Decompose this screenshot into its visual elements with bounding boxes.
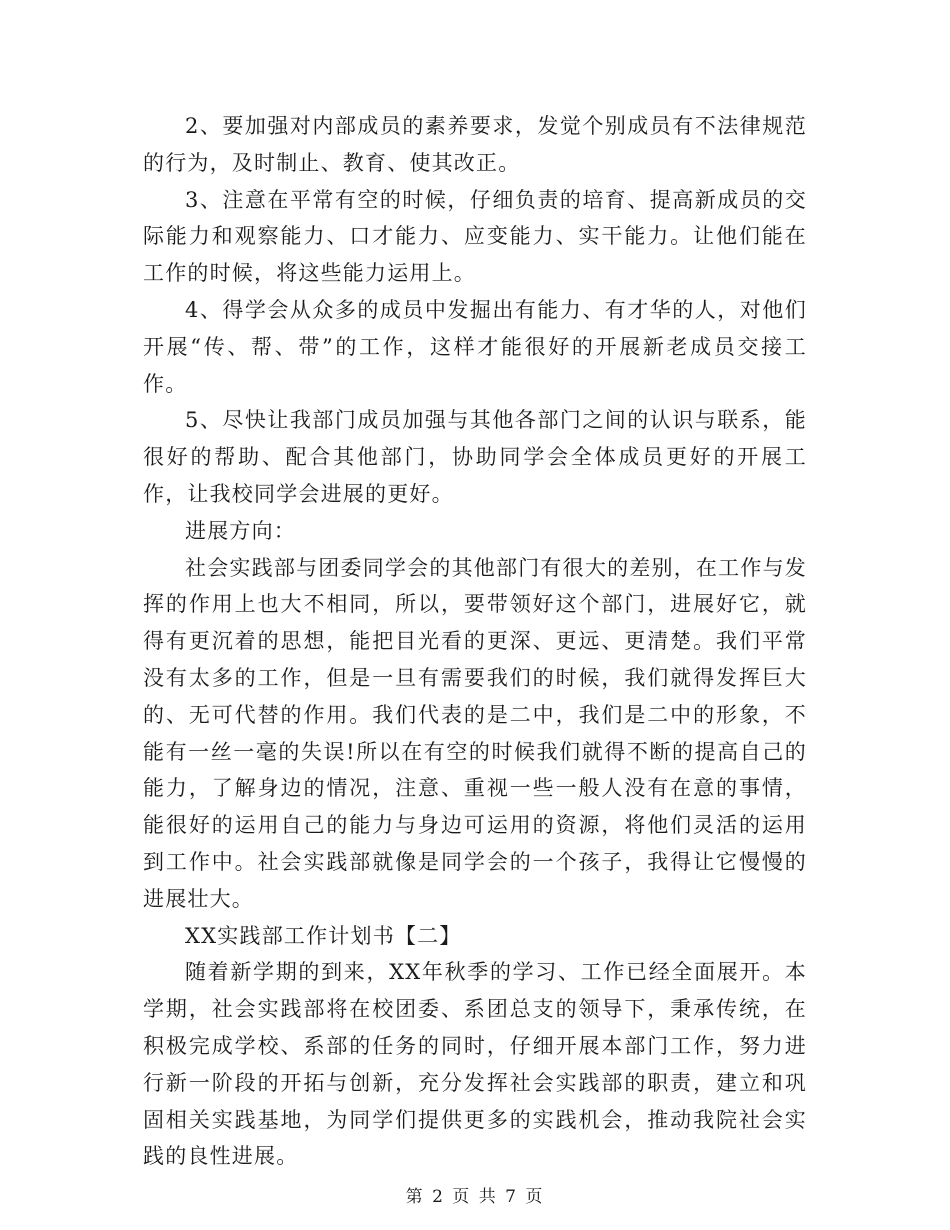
page-number-footer: 第 2 页 共 7 页	[405, 1187, 545, 1207]
paragraph-item-4: 4、得学会从众多的成员中发掘出有能力、有才华的人，对他们开展“传、帮、带”的工作，这样才能很好的开展新老成员交接工作。	[143, 297, 807, 396]
paragraph-plan-two-body: 随着新学期的到来，XX年秋季的学习、工作已经全面展开。本学期，社会实践部将在校团委、系团总支的领导下，秉承传统，在积极完成学校、系部的任务的同时，仔细开展本部门工作，努力进行新一阶段的开拓与创新，充分发挥社会实践部的职责，建立和巩固相关实践基地，为同学们提供更多的实践机会，推动我院社会实践的良性进展。	[143, 960, 807, 1169]
section-heading-direction: 进展方向：	[185, 518, 296, 543]
section-heading-plan-two: XX实践部工作计划书【二】	[185, 923, 462, 948]
document-body	[143, 108, 807, 1175]
paragraph-item-2: 2、要加强对内部成员的素养要求，发觉个别成员有不法律规范的行为，及时制止、教育、使其改正。	[143, 114, 807, 175]
paragraph-direction-body: 社会实践部与团委同学会的其他部门有很大的差别，在工作与发挥的作用上也大不相同，所以，要带领好这个部门，进展好它，就得有更沉着的思想，能把目光看的更深、更远、更清楚。我们平常没有太多的工作，但是一旦有需要我们的时候，我们就得发挥巨大的、无可代替的作用。我们代表的是二中，我们是二中的形象，不能有一丝一毫的失误!所以在有空的时候我们就得不断的提高自己的能力，了解身边的情况，注意、重视一些一般人没有在意的事情，能很好的运用自己的能力与身边可运用的资源，将他们灵活的运用到工作中。社会实践部就像是同学会的一个孩子，我得让它慢慢的进展壮大。	[143, 555, 807, 911]
paragraph-item-3: 3、注意在平常有空的时候，仔细负责的培育、提高新成员的交际能力和观察能力、口才能力、应变能力、实干能力。让他们能在工作的时候，将这些能力运用上。	[143, 187, 807, 286]
paragraph-item-5: 5、尽快让我部门成员加强与其他各部门之间的认识与联系，能很好的帮助、配合其他部门，协助同学会全体成员更好的开展工作，让我校同学会进展的更好。	[143, 408, 807, 506]
